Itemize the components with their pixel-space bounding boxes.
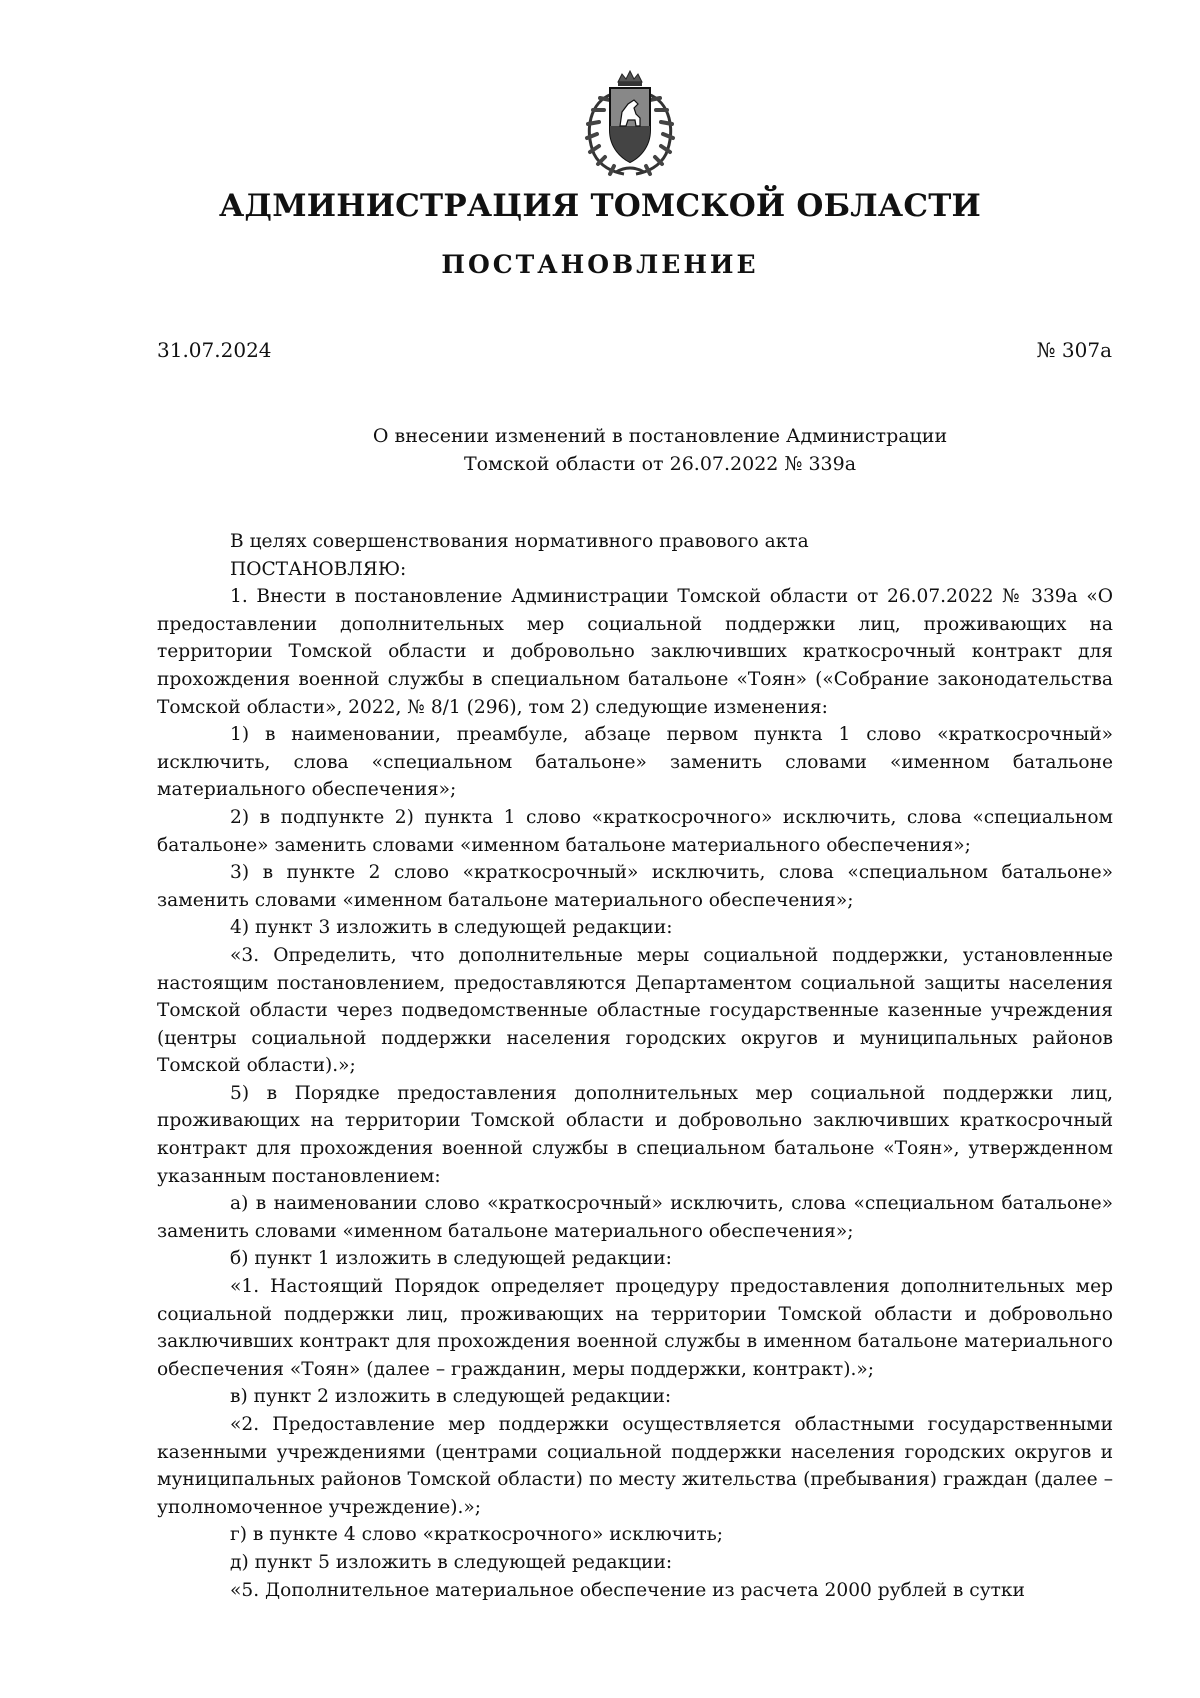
organization-title: АДМИНИСТРАЦИЯ ТОМСКОЙ ОБЛАСТИ — [218, 188, 981, 224]
document-body — [157, 528, 1113, 1604]
body-paragraph: «3. Определить, что дополнительные меры социальной поддержки, установленные настоящим постановлением, предоставляются Департаментом социальной защиты населения Томской области через подведомственные областные государственные казенные учреждения (центры социальной поддержки населения городских округов и муниципальных районов Томской области).»; — [157, 944, 1113, 1077]
body-paragraph: «5. Дополнительное материальное обеспечение из расчета 2000 рублей в сутки — [230, 1579, 1025, 1601]
body-paragraph: 2) в подпункте 2) пункта 1 слово «краткосрочного» исключить, слова «специальном батальоне» заменить словами «именном батальоне материального обеспечения»; — [157, 806, 1113, 856]
body-paragraph: «2. Предоставление мер поддержки осуществляется областными государственными казенными учреждениями (центрами социальной поддержки населения городских округов и муниципальных районов Томской области) по месту жительства (пребывания) граждан (далее – уполномоченное учреждение).»; — [157, 1414, 1113, 1518]
body-paragraph: а) в наименовании слово «краткосрочный» исключить, слова «специальном батальоне» заменить словами «именном батальоне материального обеспечения»; — [157, 1193, 1113, 1242]
body-paragraph: 1. Внести в постановление Администрации Томской области от 26.07.2022 № 339а «О предоставлении дополнительных мер социальной поддержки лиц, проживающих на территории Томской области и добровольно заключивших краткосрочный контракт для прохождения военной службы в специальном батальоне «Тоян» («Собрание законодательства Томской области», 2022, № 8/1 (296), том 2) следующие изменения: — [157, 586, 1113, 718]
body-paragraph: б) пункт 1 изложить в следующей редакции: — [230, 1248, 672, 1270]
body-paragraph: 3) в пункте 2 слово «краткосрочный» исключить, слова «специальном батальоне» заменить словами «именном батальоне материального обеспечения»; — [157, 862, 1113, 911]
body-paragraph: 4) пункт 3 изложить в следующей редакции: — [230, 917, 673, 939]
body-paragraph: ПОСТАНОВЛЯЮ: — [230, 558, 407, 580]
body-paragraph: г) в пункте 4 слово «краткосрочного» исключить; — [230, 1524, 724, 1546]
body-paragraph: в) пункт 2 изложить в следующей редакции: — [230, 1386, 672, 1408]
document-subject — [300, 422, 1020, 478]
document-type-title: ПОСТАНОВЛЕНИЕ — [441, 250, 759, 279]
document-date: 31.07.2024 — [157, 338, 272, 362]
body-paragraph: «1. Настоящий Порядок определяет процедуру предоставления дополнительных мер социальной поддержки лиц, проживающих на территории Томской области и добровольно заключивших контракт для прохождения военной службы в именном батальоне материального обеспечения «Тоян» (далее – гражданин, меры поддержки, контракт).»; — [157, 1276, 1113, 1380]
document-number: № 307а — [1036, 338, 1112, 362]
subject-line-2: Томской области от 26.07.2022 № 339а — [463, 453, 857, 475]
subject-line-1: О внесении изменений в постановление Администрации — [372, 425, 948, 447]
body-paragraph: д) пункт 5 изложить в следующей редакции: — [230, 1551, 673, 1573]
body-paragraph: 1) в наименовании, преамбуле, абзаце первом пункта 1 слово «краткосрочный» исключить, слова «специальном батальоне» заменить словами «именном батальоне материального обеспечения»; — [157, 724, 1113, 801]
coat-of-arms-icon — [572, 68, 688, 180]
body-paragraph: 5) в Порядке предоставления дополнительных мер социальной поддержки лиц, проживающих на территории Томской области и добровольно заключивших краткосрочный контракт для прохождения военной службы в специальном батальоне «Тоян», утвержденном указанным постановлением: — [157, 1082, 1113, 1187]
body-paragraph: В целях совершенствования нормативного правового акта — [230, 531, 809, 552]
